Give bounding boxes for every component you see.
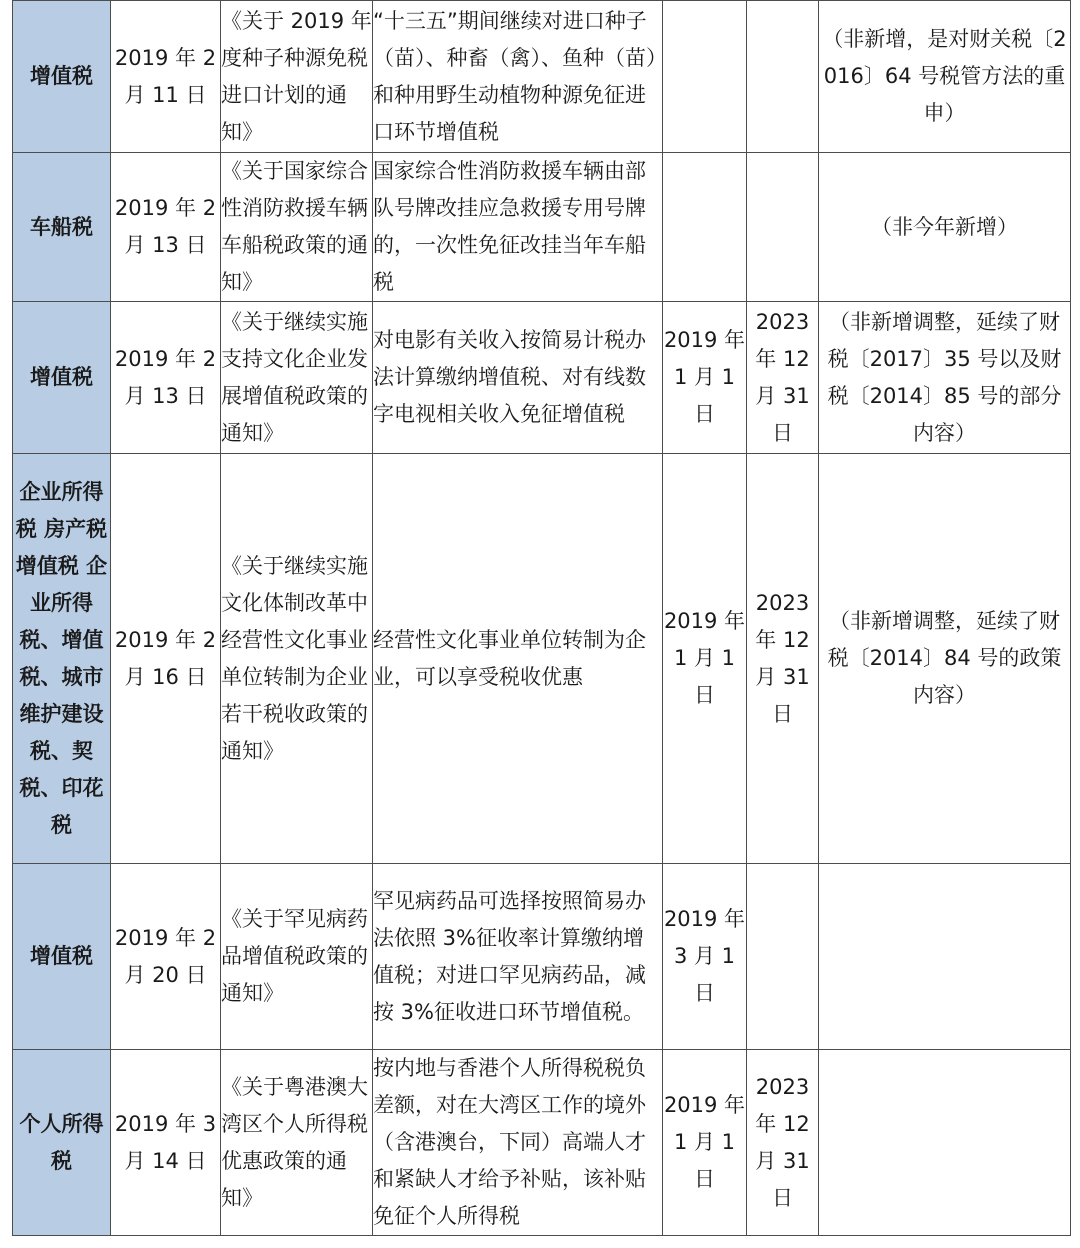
issue-date-cell: 2019 年 3 月 14 日	[111, 1050, 221, 1236]
end-date-cell: 2023 年 12 月 31 日	[747, 1050, 819, 1236]
table-row	[13, 454, 1071, 864]
start-date-cell: 2019 年 1 月 1 日	[663, 302, 747, 454]
policy-content-cell: 经营性文化事业单位转制为企业，可以享受税收优惠	[373, 454, 663, 864]
end-date-cell	[747, 1, 819, 153]
remark-cell	[819, 864, 1071, 1050]
tax-type-cell: 车船税	[13, 153, 111, 302]
end-date-cell	[747, 864, 819, 1050]
table-row	[13, 1, 1071, 153]
start-date-cell: 2019 年 1 月 1 日	[663, 454, 747, 864]
policy-content-cell: 按内地与香港个人所得税税负差额，对在大湾区工作的境外（含港澳台，下同）高端人才和紧缺人才给予补贴，该补贴免征个人所得税	[373, 1050, 663, 1236]
issue-date-cell: 2019 年 2 月 13 日	[111, 153, 221, 302]
issue-date-cell: 2019 年 2 月 20 日	[111, 864, 221, 1050]
end-date-cell: 2023 年 12 月 31 日	[747, 454, 819, 864]
table-row	[13, 864, 1071, 1050]
policy-content-cell: 罕见病药品可选择按照简易办法依照 3%征收率计算缴纳增值税；对进口罕见病药品，减按 3%征收进口环节增值税。	[373, 864, 663, 1050]
remark-cell: （非新增，是对财关税〔2016〕64 号税管方法的重申）	[819, 1, 1071, 153]
start-date-cell: 2019 年 3 月 1 日	[663, 864, 747, 1050]
start-date-cell: 2019 年 1 月 1 日	[663, 1050, 747, 1236]
policy-content-cell: “十三五”期间继续对进口种子（苗）、种畜（禽）、鱼种（苗）和种用野生动植物种源免征进口环节增值税	[373, 1, 663, 153]
document-title-cell: 《关于 2019 年度种子种源免税进口计划的通知》	[221, 1, 373, 153]
table-row	[13, 302, 1071, 454]
document-title-cell: 《关于粤港澳大湾区个人所得税优惠政策的通知》	[221, 1050, 373, 1236]
tax-type-cell: 增值税	[13, 302, 111, 454]
remark-cell: （非新增调整，延续了财税〔2017〕35 号以及财税〔2014〕85 号的部分内容）	[819, 302, 1071, 454]
issue-date-cell: 2019 年 2 月 16 日	[111, 454, 221, 864]
policy-content-cell: 对电影有关收入按简易计税办法计算缴纳增值税、对有线数字电视相关收入免征增值税	[373, 302, 663, 454]
document-title-cell: 《关于罕见病药品增值税政策的通知》	[221, 864, 373, 1050]
end-date-cell: 2023 年 12 月 31 日	[747, 302, 819, 454]
table-row	[13, 153, 1071, 302]
start-date-cell	[663, 153, 747, 302]
document-title-cell: 《关于国家综合性消防救援车辆车船税政策的通知》	[221, 153, 373, 302]
remark-cell: （非今年新增）	[819, 153, 1071, 302]
issue-date-cell: 2019 年 2 月 13 日	[111, 302, 221, 454]
remark-cell	[819, 1050, 1071, 1236]
tax-type-cell: 个人所得税	[13, 1050, 111, 1236]
end-date-cell	[747, 153, 819, 302]
document-title-cell: 《关于继续实施支持文化企业发展增值税政策的通知》	[221, 302, 373, 454]
document-title-cell: 《关于继续实施文化体制改革中经营性文化事业单位转制为企业若干税收政策的通知》	[221, 454, 373, 864]
policy-content-cell: 国家综合性消防救援车辆由部队号牌改挂应急救援专用号牌的，一次性免征改挂当年车船税	[373, 153, 663, 302]
start-date-cell	[663, 1, 747, 153]
tax-type-cell: 企业所得税 房产税 增值税 企业所得税、增值税、城市维护建设税、契税、印花税	[13, 454, 111, 864]
tax-policy-table	[12, 0, 1071, 1236]
tax-type-cell: 增值税	[13, 1, 111, 153]
remark-cell: （非新增调整，延续了财税〔2014〕84 号的政策内容）	[819, 454, 1071, 864]
tax-type-cell: 增值税	[13, 864, 111, 1050]
table-row	[13, 1050, 1071, 1236]
issue-date-cell: 2019 年 2 月 11 日	[111, 1, 221, 153]
